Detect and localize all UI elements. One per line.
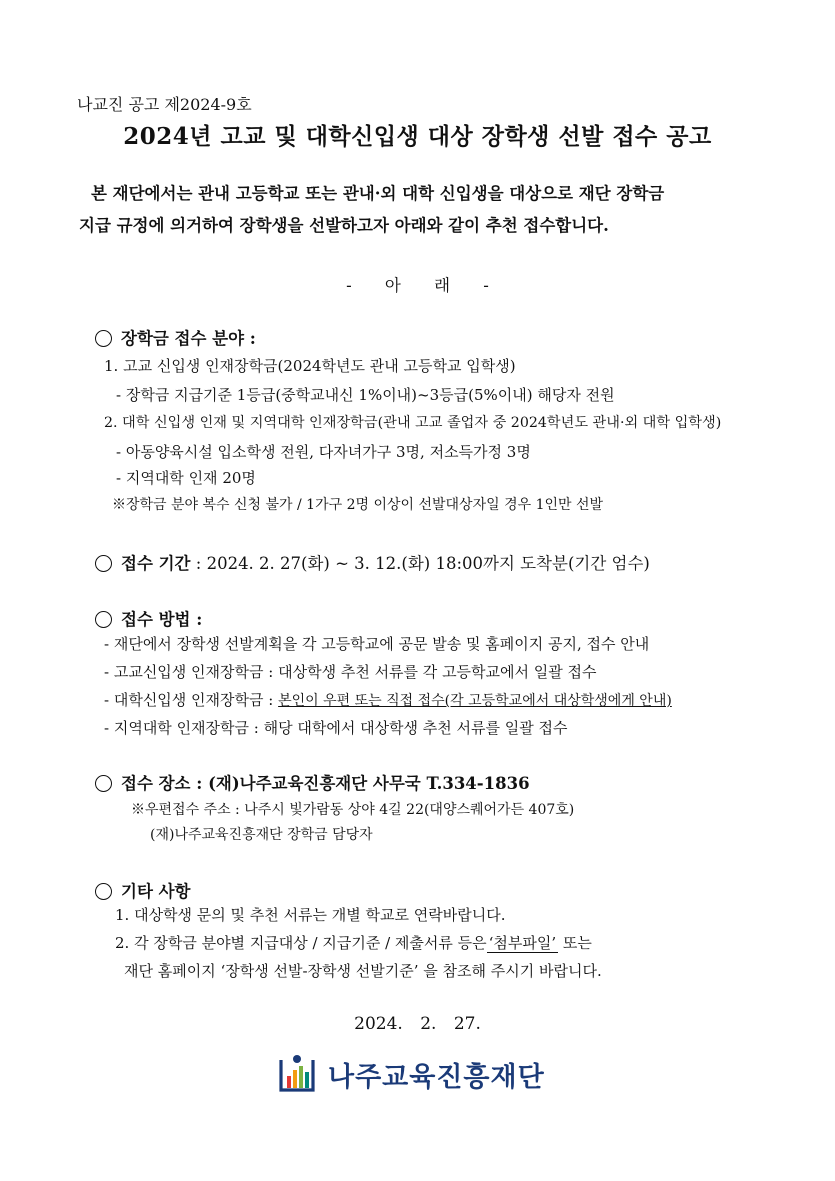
- field-item-2-sub-2: - 지역대학 인재 20명: [116, 469, 256, 487]
- field-item-2: 2. 대학 신입생 인재 및 지역대학 인재장학금(관내 고교 졸업자 중 2024학년도 관내·외 대학 입학생): [104, 415, 722, 431]
- intro-line-2: 지급 규정에 의거하여 장학생을 선발하고자 아래와 같이 추천 접수합니다.: [79, 216, 609, 235]
- place-address: ※우편접수 주소 : 나주시 빛가람동 상야 4길 22(대양스퀘어가든 407호): [131, 802, 575, 818]
- foundation-logo-text: 나주교육진흥재단: [328, 1061, 545, 1093]
- circle-bullet-icon: [95, 555, 112, 572]
- method-line-3-underlined: 본인이 우편 또는 직접 접수(각 고등학교에서 대상학생에게 안내): [278, 693, 672, 709]
- intro-line-1: 본 재단에서는 관내 고등학교 또는 관내·외 대학 신입생을 대상으로 재단 장학금: [91, 184, 665, 203]
- field-heading-text: 장학금 접수 분야 :: [121, 329, 256, 348]
- announcement-date: 2024. 2. 27.: [354, 1014, 481, 1034]
- etc-item-2-prefix: 2. 각 장학금 분야별 지급대상 / 지급기준 / 제출서류 등은: [115, 934, 487, 952]
- etc-section-heading: [95, 878, 191, 902]
- method-line-2: - 고교신입생 인재장학금 : 대상학생 추천 서류를 각 고등학교에서 일괄 접수: [104, 663, 597, 681]
- document-number: 나교진 공고 제2024-9호: [77, 95, 252, 114]
- field-note: ※장학금 분야 복수 신청 불가 / 1가구 2명 이상이 선발대상자일 경우 1인만 선발: [112, 497, 604, 513]
- section-separator: - 아 래 -: [346, 276, 489, 295]
- place-section-heading: [95, 770, 530, 794]
- circle-bullet-icon: [95, 330, 112, 347]
- circle-bullet-icon: [95, 883, 112, 900]
- page-title: 2024년 고교 및 대학신입생 대상 장학생 선발 접수 공고: [123, 123, 712, 150]
- field-item-1: 1. 고교 신입생 인재장학금(2024학년도 관내 고등학교 입학생): [104, 357, 516, 375]
- etc-item-1: 1. 대상학생 문의 및 추천 서류는 개별 학교로 연락바랍니다.: [115, 906, 506, 924]
- foundation-logo-icon: [278, 1052, 316, 1096]
- place-heading-text: 접수 장소 : (재)나주교육진흥재단 사무국 T.334-1836: [121, 774, 530, 793]
- intro-paragraph: [79, 178, 665, 242]
- period-heading-text: 접수 기간: [121, 554, 191, 573]
- field-section-heading: [95, 325, 256, 349]
- foundation-logo: [278, 1052, 545, 1096]
- etc-item-2-suffix: 또는: [562, 934, 592, 952]
- circle-bullet-icon: [95, 611, 112, 628]
- method-section-heading: [95, 606, 202, 630]
- etc-heading-text: 기타 사항: [121, 882, 191, 901]
- period-value: : 2024. 2. 27(화) ~ 3. 12.(화) 18:00까지 도착분(기간 엄수): [195, 554, 650, 573]
- etc-item-2: [115, 932, 592, 953]
- place-recipient: (재)나주교육진흥재단 장학금 담당자: [150, 827, 373, 843]
- field-item-2-sub-1: - 아동양육시설 입소학생 전원, 다자녀가구 3명, 저소득가정 3명: [116, 443, 531, 461]
- method-line-1: - 재단에서 장학생 선발계획을 각 고등학교에 공문 발송 및 홈페이지 공지, 접수 안내: [104, 635, 650, 653]
- method-heading-text: 접수 방법 :: [121, 610, 203, 629]
- field-item-1-sub-1: - 장학금 지급기준 1등급(중학교내신 1%이내)~3등급(5%이내) 해당자 전원: [116, 386, 615, 404]
- method-line-3: [104, 689, 672, 710]
- etc-item-2-attachment: ‘첨부파일’: [488, 934, 557, 952]
- period-section: [95, 550, 650, 574]
- method-line-3-prefix: - 대학신입생 인재장학금 :: [104, 691, 279, 709]
- method-line-4: - 지역대학 인재장학금 : 해당 대학에서 대상학생 추천 서류를 일괄 접수: [104, 719, 568, 737]
- circle-bullet-icon: [95, 775, 112, 792]
- etc-item-2-line-2: 재단 홈페이지 ‘장학생 선발-장학생 선발기준’ 을 참조해 주시기 바랍니다.: [124, 962, 602, 980]
